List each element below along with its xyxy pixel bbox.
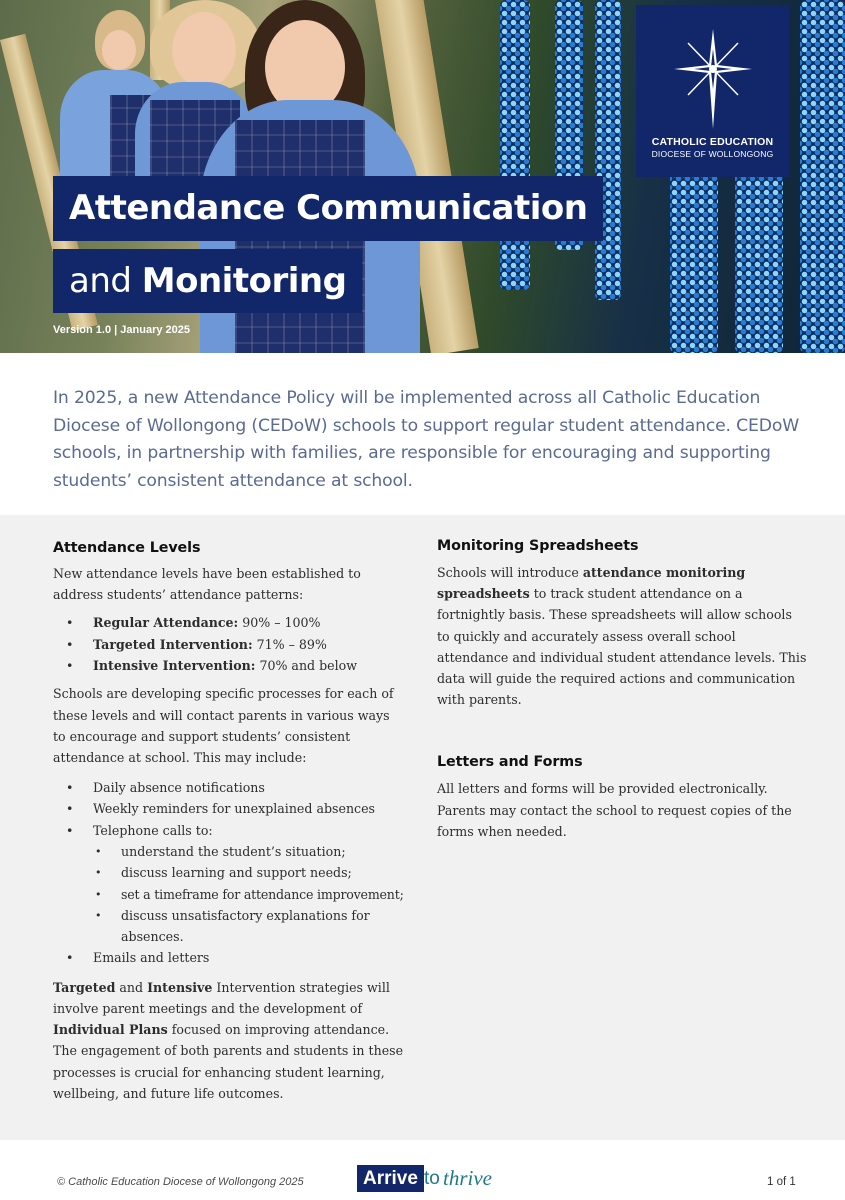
processes-paragraph: Schools are developing specific processes for each of these levels and will contact parents in various ways to encourage and support students’ consistent attendance at school. This may include: xyxy=(53,686,394,765)
copyright-notice: © Catholic Education Diocese of Wollongong 2025 xyxy=(57,1176,304,1188)
page-title-line-1: Attendance Communication xyxy=(53,176,603,241)
text: Schools will introduce xyxy=(437,565,583,580)
brand-to: to xyxy=(424,1168,440,1189)
level-range: 71% – 89% xyxy=(252,636,327,652)
monitoring-paragraph xyxy=(437,562,807,710)
brand-thrive: thrive xyxy=(443,1166,492,1190)
list-item: • Emails and letters xyxy=(53,947,405,968)
aboriginal-art-pole xyxy=(500,0,530,290)
title-emphasis: Monitoring xyxy=(141,261,347,301)
monitoring-section xyxy=(437,538,807,842)
aboriginal-art-pole xyxy=(595,0,621,300)
level-range: 70% and below xyxy=(255,658,358,673)
page-title-line-2 xyxy=(53,249,362,313)
contact-methods-list xyxy=(53,777,405,969)
aboriginal-art-pole xyxy=(670,170,718,353)
sub-list-item: • set a timeframe for attendance improvement; xyxy=(53,884,405,905)
aboriginal-art-pole xyxy=(800,0,845,353)
student-face xyxy=(102,30,136,70)
list-item xyxy=(53,634,405,655)
sub-list-item: • discuss unsatisfactory explanations for absences. xyxy=(53,905,405,948)
student-face xyxy=(172,12,236,88)
text: to track student attendance on a fortnightly basis. These spreadsheets will allow schools to quickly and accurately assess overall school attendance and individual student attendance levels. This data will guide the required actions and communication with parents. xyxy=(437,586,807,708)
cross-compass-icon xyxy=(674,29,752,129)
emphasis: attendance monitoring spreadsheets xyxy=(437,565,746,602)
level-label: Regular Attendance: xyxy=(93,615,239,631)
attendance-levels-section xyxy=(53,540,405,1104)
logo-name: CATHOLIC EDUCATION xyxy=(651,136,774,148)
closing-paragraph xyxy=(53,977,405,1104)
brand-arrive: Arrive xyxy=(357,1165,424,1192)
title-connector: and xyxy=(69,261,142,301)
hero-banner xyxy=(0,0,845,353)
text: Intervention strategies will involve parent meetings and the development of xyxy=(53,979,390,1016)
list-item xyxy=(53,655,405,676)
emphasis: Individual Plans xyxy=(53,1022,168,1038)
intro-paragraph: In 2025, a new Attendance Policy will be implemented across all Catholic Education Diocese of Wollongong (CEDoW) schools to support regular student attendance. CEDoW schools, in partnership with families, are responsible for encouraging and supporting students’ consistent attendance at school. xyxy=(53,388,800,491)
section-heading: Monitoring Spreadsheets xyxy=(437,538,639,554)
logo-subtitle: DIOCESE OF WOLLONGONG xyxy=(651,149,774,159)
sub-list-item: • understand the student’s situation; xyxy=(53,841,405,862)
attendance-levels-list xyxy=(53,612,405,676)
level-label: Intensive Intervention: xyxy=(93,658,256,673)
page-number: 1 of 1 xyxy=(767,1176,796,1188)
list-item: • Daily absence notifications xyxy=(53,777,405,798)
emphasis: Intensive xyxy=(147,979,213,995)
text: and xyxy=(115,979,148,995)
emphasis: Targeted xyxy=(53,979,116,995)
list-item xyxy=(53,612,405,633)
list-item: • Weekly reminders for unexplained absences xyxy=(53,798,405,819)
list-item: • Telephone calls to: xyxy=(53,820,405,841)
text: focused on improving attendance. The engagement of both parents and students in these processes is crucial for enhancing student learning, wellbeing, and future life outcomes. xyxy=(53,1022,404,1101)
level-label: Targeted Intervention: xyxy=(93,636,253,652)
letters-paragraph: All letters and forms will be provided electronically. Parents may contact the school to request copies of the forms when needed. xyxy=(437,781,792,839)
aboriginal-art-pole xyxy=(735,170,783,353)
section-heading: Attendance Levels xyxy=(53,540,201,556)
sub-list-item: • discuss learning and support needs; xyxy=(53,862,405,883)
section-intro: New attendance levels have been established to address students’ attendance patterns: xyxy=(53,566,361,603)
version-label: Version 1.0 | January 2025 xyxy=(53,324,190,336)
organisation-logo xyxy=(636,5,789,177)
section-heading: Letters and Forms xyxy=(437,754,583,771)
level-range: 90% – 100% xyxy=(238,615,321,631)
